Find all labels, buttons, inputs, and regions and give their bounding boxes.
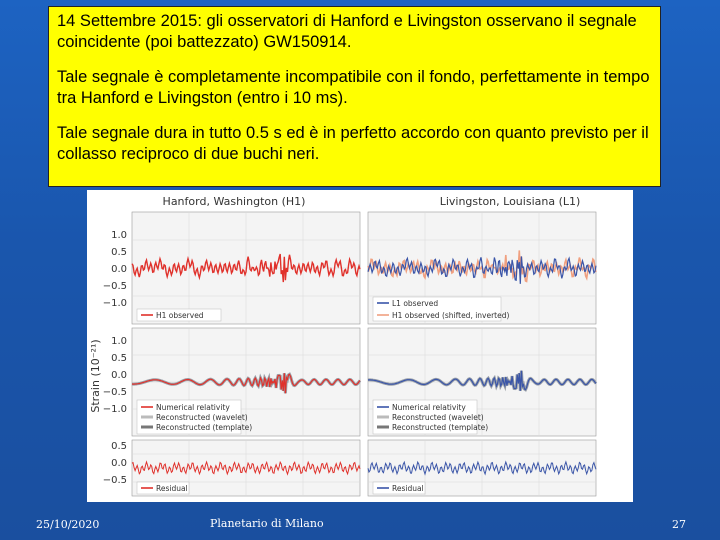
legend-reconstructed-wavelet: Reconstructed (wavelet) (156, 413, 248, 422)
row1-ticks (103, 230, 127, 309)
tick-label: 0.5 (111, 353, 127, 364)
legend-h1-observed: H1 observed (156, 311, 204, 320)
title-hanford: Hanford, Washington (H1) (162, 195, 306, 208)
y-axis-label: Strain (10⁻²¹) (89, 339, 102, 413)
legend-reconstructed-template: Reconstructed (template) (392, 423, 489, 432)
legend-h1-shifted: H1 observed (shifted, inverted) (392, 311, 510, 320)
tick-label: 0.5 (111, 441, 127, 452)
legend-numerical-relativity: Numerical relativity (156, 403, 230, 412)
page-number: 27 (672, 518, 686, 531)
legend-l1-observed: L1 observed (392, 299, 439, 308)
tick-label: 0.0 (111, 458, 127, 469)
tick-label: −0.5 (102, 387, 127, 398)
row3-ticks (103, 441, 127, 486)
paragraph-1: 14 Settembre 2015: gli osservatori di Hanford e Livingston osservano il segnale coincidente (poi battezzato) GW150914. (57, 12, 637, 51)
legend-numerical-relativity: Numerical relativity (392, 403, 466, 412)
tick-label: 0.5 (111, 247, 127, 258)
tick-label: 1.0 (111, 336, 127, 347)
figure-svg (87, 190, 633, 502)
legend-reconstructed-wavelet: Reconstructed (wavelet) (392, 413, 484, 422)
footer-organization: Planetario di Milano (210, 517, 324, 530)
title-livingston: Livingston, Louisiana (L1) (439, 195, 581, 208)
panel-grid (132, 212, 596, 496)
tick-label: 0.0 (111, 264, 127, 275)
tick-label: −0.5 (102, 475, 127, 486)
legend-residual: Residual (392, 484, 424, 493)
tick-label: −1.0 (102, 298, 127, 309)
paragraph-3: Tale segnale dura in tutto 0.5 s ed è in perfetto accordo con quanto previsto per il collasso reciproco di due buchi neri. (57, 124, 649, 163)
tick-label: −0.5 (102, 281, 127, 292)
paragraph-2: Tale segnale è completamente incompatibile con il fondo, perfettamente in tempo tra Hanford e Livingston (entro i 10 ms). (57, 68, 650, 107)
yellow-text-box (48, 6, 661, 187)
legend-reconstructed-template: Reconstructed (template) (156, 423, 253, 432)
row2-ticks (103, 336, 127, 415)
legend-residual: Residual (156, 484, 188, 493)
gw150914-figure (87, 190, 633, 502)
tick-label: −1.0 (102, 404, 127, 415)
tick-label: 0.0 (111, 370, 127, 381)
tick-label: 1.0 (111, 230, 127, 241)
footer-date: 25/10/2020 (36, 518, 100, 531)
